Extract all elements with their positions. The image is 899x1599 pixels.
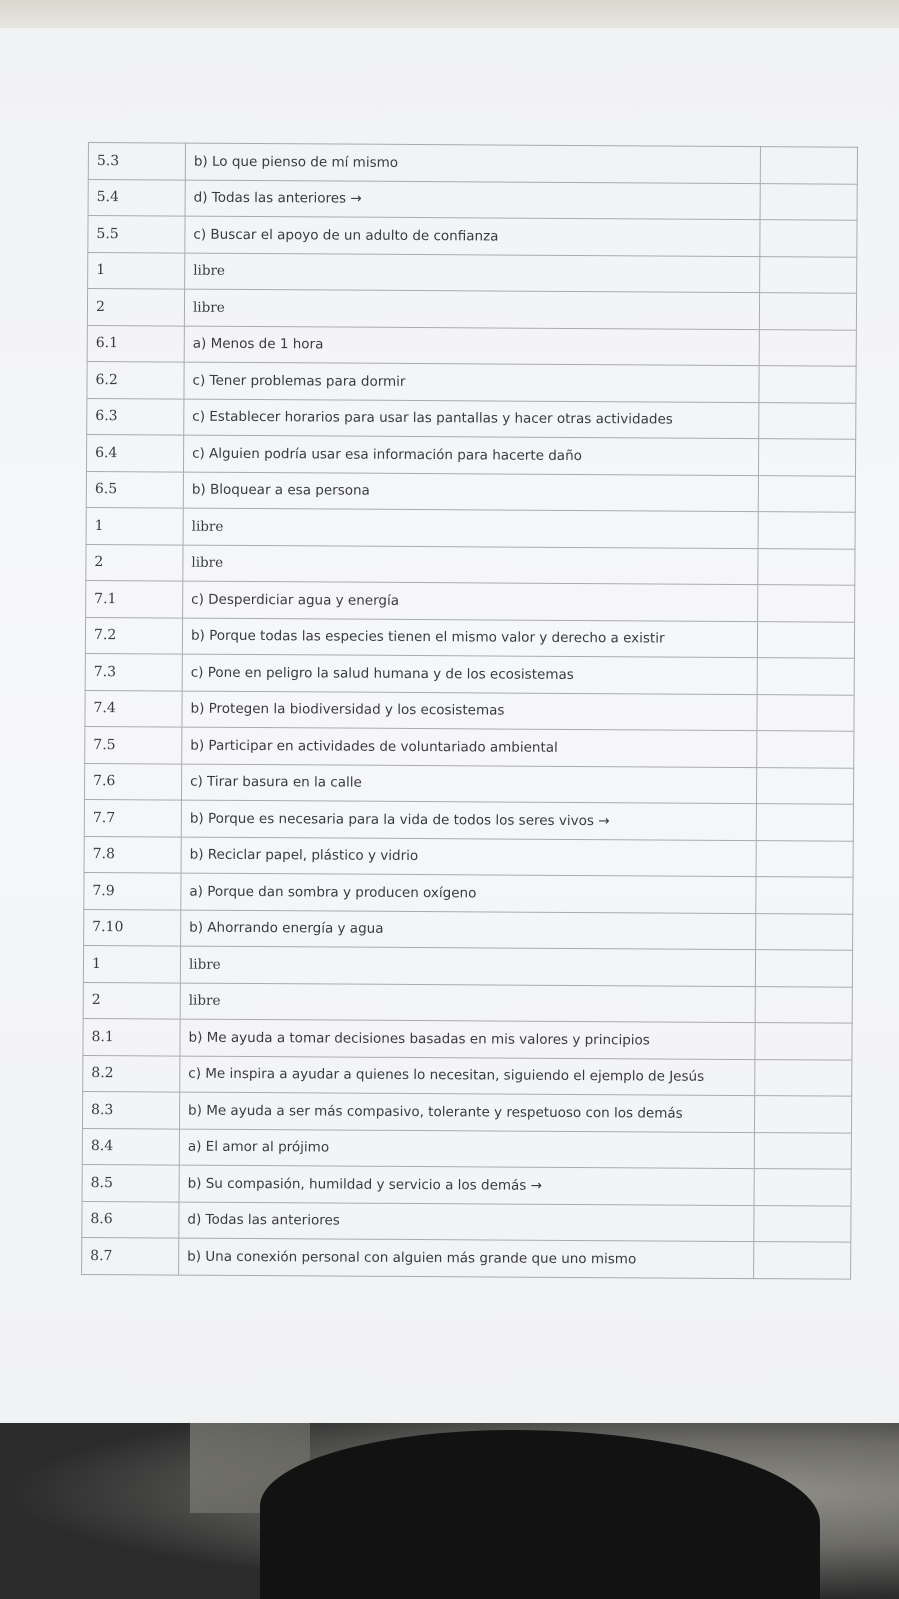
question-number: 8.6	[82, 1201, 179, 1238]
question-number: 7.6	[84, 763, 181, 800]
question-number: 6.5	[86, 471, 183, 508]
answer-text: b) Porque es necesaria para la vida de todos los seres vivos →	[181, 800, 756, 840]
answer-text: b) Me ayuda a ser más compasivo, tolerante y respetuoso con los demás	[179, 1092, 754, 1132]
empty-cell	[758, 548, 855, 585]
empty-cell	[755, 1023, 852, 1060]
question-number: 1	[83, 945, 180, 982]
table-row	[84, 909, 853, 950]
answer-text: libre	[185, 253, 760, 293]
table-row	[86, 434, 855, 475]
answer-text: a) Porque dan sombra y producen oxígeno	[181, 873, 756, 913]
table-row	[85, 653, 854, 694]
empty-cell	[757, 731, 854, 768]
answer-text: b) Lo que pienso de mí mismo	[185, 143, 760, 183]
question-number: 2	[87, 289, 184, 326]
question-number: 8.5	[82, 1164, 179, 1201]
answer-text: b) Una conexión personal con alguien más grande que uno mismo	[179, 1238, 754, 1278]
empty-cell	[755, 1059, 852, 1096]
empty-cell	[756, 804, 853, 841]
answer-text: libre	[184, 289, 759, 329]
empty-cell	[756, 767, 853, 804]
answer-text: b) Participar en actividades de voluntariado ambiental	[182, 727, 757, 767]
question-number: 6.3	[87, 398, 184, 435]
empty-cell	[757, 621, 854, 658]
empty-cell	[758, 512, 855, 549]
table-row	[85, 726, 854, 767]
question-number: 7.5	[85, 726, 182, 763]
question-number: 7.9	[84, 872, 181, 909]
answer-table	[81, 142, 858, 1279]
empty-cell	[757, 694, 854, 731]
answer-table-body	[82, 143, 858, 1279]
table-row	[85, 617, 854, 658]
table-row	[86, 507, 855, 548]
question-number: 7.4	[85, 690, 182, 727]
empty-cell	[760, 220, 857, 257]
table-row	[82, 1128, 851, 1169]
question-number: 7.10	[84, 909, 181, 946]
answer-text: libre	[183, 508, 758, 548]
question-number: 8.1	[83, 1018, 180, 1055]
answer-text: c) Pone en peligro la salud humana y de los ecosistemas	[182, 654, 757, 694]
table-row	[82, 1164, 851, 1205]
empty-cell	[755, 950, 852, 987]
answer-text: b) Bloquear a esa persona	[183, 472, 758, 512]
empty-cell	[759, 402, 856, 439]
answer-text: c) Desperdiciar agua y energía	[183, 581, 758, 621]
empty-cell	[756, 840, 853, 877]
answer-text: b) Ahorrando energía y agua	[181, 910, 756, 950]
empty-cell	[757, 658, 854, 695]
empty-cell	[759, 366, 856, 403]
table-row	[86, 544, 855, 585]
empty-cell	[758, 585, 855, 622]
empty-cell	[760, 256, 857, 293]
empty-cell	[754, 1132, 851, 1169]
question-number: 2	[86, 544, 183, 581]
empty-cell	[754, 1205, 851, 1242]
empty-cell	[759, 293, 856, 330]
question-number: 7.1	[86, 580, 183, 617]
empty-cell	[760, 183, 857, 220]
answer-text: d) Todas las anteriores	[179, 1202, 754, 1242]
question-number: 7.3	[85, 653, 182, 690]
answer-text: libre	[180, 946, 755, 986]
empty-cell	[756, 877, 853, 914]
question-number: 6.2	[87, 361, 184, 398]
table-row	[84, 872, 853, 913]
question-number: 6.4	[86, 434, 183, 471]
question-number: 6.1	[87, 325, 184, 362]
table-row	[87, 398, 856, 439]
empty-cell	[758, 439, 855, 476]
table-row	[83, 945, 852, 986]
table-row	[84, 836, 853, 877]
table-row	[84, 799, 853, 840]
empty-cell	[758, 475, 855, 512]
answer-text: b) Protegen la biodiversidad y los ecosistemas	[182, 691, 757, 731]
answer-text: b) Su compasión, humildad y servicio a los demás →	[179, 1165, 754, 1205]
table-row	[82, 1201, 851, 1242]
table-row	[87, 325, 856, 366]
question-number: 2	[83, 982, 180, 1019]
table-row	[83, 1018, 852, 1059]
answer-text: libre	[183, 545, 758, 585]
question-number: 5.3	[88, 143, 185, 180]
question-number: 8.7	[82, 1237, 179, 1274]
table-row	[88, 179, 857, 220]
answer-text: c) Me inspira a ayudar a quienes lo necesitan, siguiendo el ejemplo de Jesús	[180, 1056, 755, 1096]
question-number: 7.7	[84, 799, 181, 836]
empty-cell	[756, 913, 853, 950]
table-row	[82, 1091, 851, 1132]
question-number: 5.5	[88, 216, 185, 253]
table-row	[88, 216, 857, 257]
question-number: 1	[88, 252, 185, 289]
empty-cell	[760, 147, 857, 184]
answer-text: b) Porque todas las especies tienen el mismo valor y derecho a existir	[182, 618, 757, 658]
empty-cell	[754, 1096, 851, 1133]
table-row	[86, 580, 855, 621]
answer-text: c) Buscar el apoyo de un adulto de confianza	[185, 216, 760, 256]
table-row	[87, 289, 856, 330]
question-number: 5.4	[88, 179, 185, 216]
question-number: 7.2	[85, 617, 182, 654]
table-row	[86, 471, 855, 512]
table-row	[82, 1237, 851, 1278]
table-row	[88, 252, 857, 293]
empty-cell	[759, 329, 856, 366]
answer-text: b) Me ayuda a tomar decisiones basadas en mis valores y principios	[180, 1019, 755, 1059]
question-number: 8.3	[82, 1091, 179, 1128]
question-number: 7.8	[84, 836, 181, 873]
answer-text: d) Todas las anteriores →	[185, 180, 760, 220]
question-number: 8.2	[83, 1055, 180, 1092]
table-row	[83, 982, 852, 1023]
question-number: 1	[86, 507, 183, 544]
table-row	[87, 361, 856, 402]
table-row	[85, 690, 854, 731]
answer-text: c) Alguien podría usar esa información para hacerte daño	[183, 435, 758, 475]
empty-cell	[754, 1242, 851, 1279]
empty-cell	[754, 1169, 851, 1206]
answer-text: c) Tener problemas para dormir	[184, 362, 759, 402]
answer-text: a) El amor al prójimo	[179, 1129, 754, 1169]
answer-text: libre	[180, 983, 755, 1023]
answer-text: a) Menos de 1 hora	[184, 326, 759, 366]
answer-text: b) Reciclar papel, plástico y vidrio	[181, 837, 756, 877]
table-row	[83, 1055, 852, 1096]
answer-text: c) Tirar basura en la calle	[181, 764, 756, 804]
empty-cell	[755, 986, 852, 1023]
table-row	[88, 143, 857, 184]
table-row	[84, 763, 853, 804]
question-number: 8.4	[82, 1128, 179, 1165]
answer-text: c) Establecer horarios para usar las pantallas y hacer otras actividades	[184, 399, 759, 439]
